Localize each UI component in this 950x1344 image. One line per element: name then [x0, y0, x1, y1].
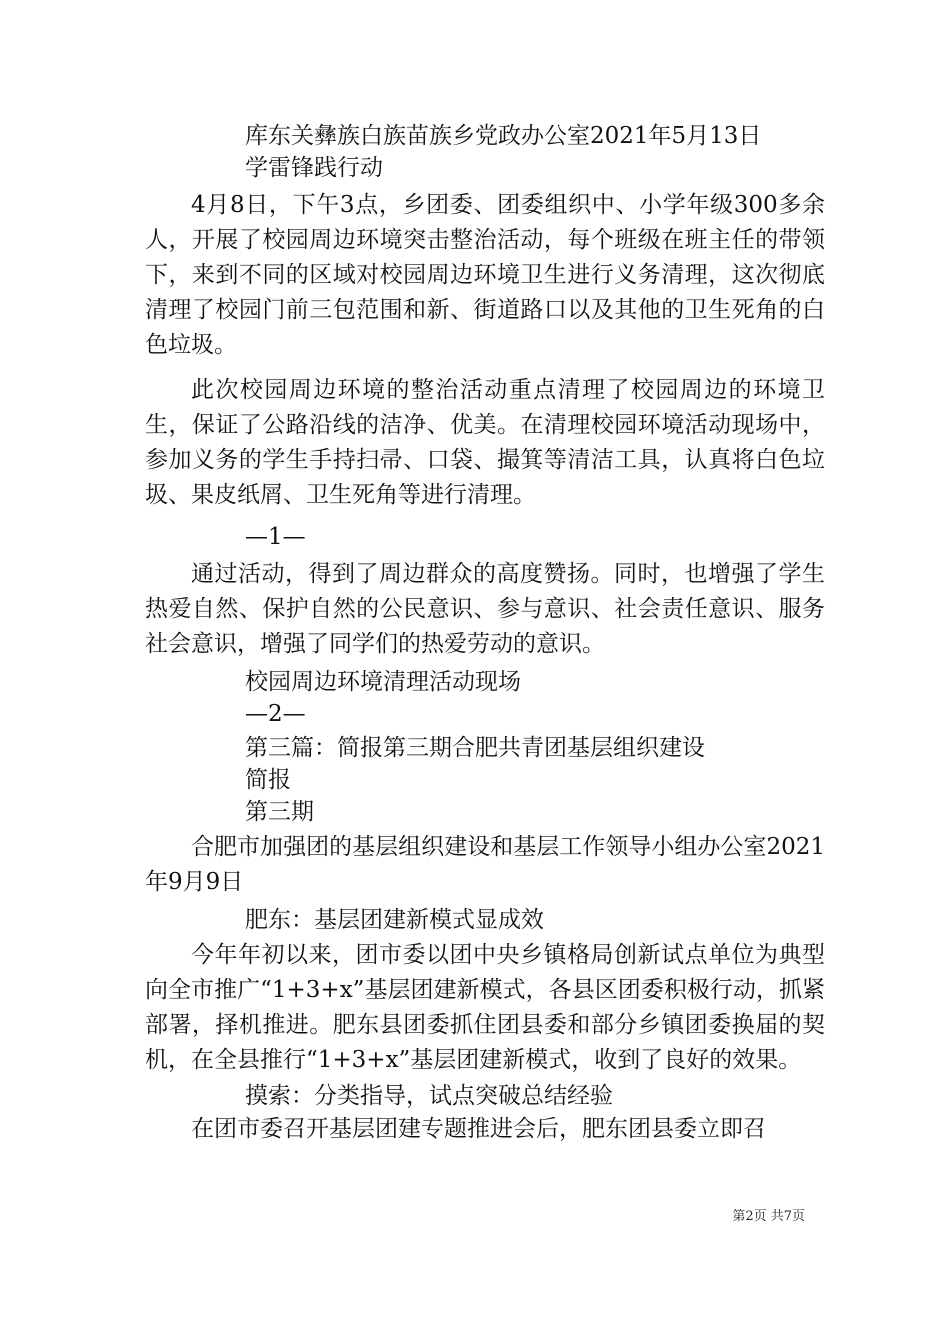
section-heading: 摸索：分类指导，试点突破总结经验	[245, 1083, 613, 1109]
page-footer: 第2页 共7页	[732, 1209, 805, 1224]
document-body	[145, 120, 825, 1147]
paragraph-4: 今年年初以来，团市委以团中央乡镇格局创新试点单位为典型向全市推广“1+3+x”基层团建新模式，各县区团委积极行动，抓紧部署，择机推进。肥东县团委抓住团县委和部分乡镇团委换届的契机，在全县推行“1+3+x”基层团建新模式，收到了良好的效果。	[145, 942, 825, 1073]
paragraph-5: 在团市委召开基层团建专题推进会后，肥东团县委立即召	[191, 1116, 766, 1142]
page-mark-1: —1—	[245, 524, 306, 550]
article-title: 学雷锋践行动	[245, 155, 383, 181]
part3-title: 第三篇：简报第三期合肥共青团基层组织建设	[245, 735, 705, 761]
page-mark-2: —2—	[245, 701, 306, 727]
bulletin-label: 简报	[245, 767, 291, 793]
office-line: 合肥市加强团的基层组织建设和基层工作领导小组办公室2021年9月9日	[145, 834, 825, 895]
subtitle: 肥东：基层团建新模式显成效	[245, 907, 544, 933]
paragraph-1: 4月8日，下午3点，乡团委、团委组织中、小学年级300多余人，开展了校园周边环境突击整治活动，每个班级在班主任的带领下，来到不同的区域对校园周边环境卫生进行义务清理，这次彻底清理了校园门前三包范围和新、街道路口以及其他的卫生死角的白色垃圾。	[145, 192, 825, 358]
paragraph-3: 通过活动，得到了周边群众的高度赞扬。同时，也增强了学生热爱自然、保护自然的公民意识、参与意识、社会责任意识、服务社会意识，增强了同学们的热爱劳动的意识。	[145, 561, 825, 657]
photo-caption: 校园周边环境清理活动现场	[245, 669, 521, 695]
paragraph-2: 此次校园周边环境的整治活动重点清理了校园周边的环境卫生，保证了公路沿线的洁净、优美。在清理校园环境活动现场中，参加义务的学生手持扫帚、口袋、撮箕等清洁工具，认真将白色垃圾、果皮纸屑、卫生死角等进行清理。	[145, 377, 825, 508]
issue-label: 第三期	[245, 799, 314, 825]
issuer-line: 库东关彝族白族苗族乡党政办公室2021年5月13日	[245, 123, 762, 149]
